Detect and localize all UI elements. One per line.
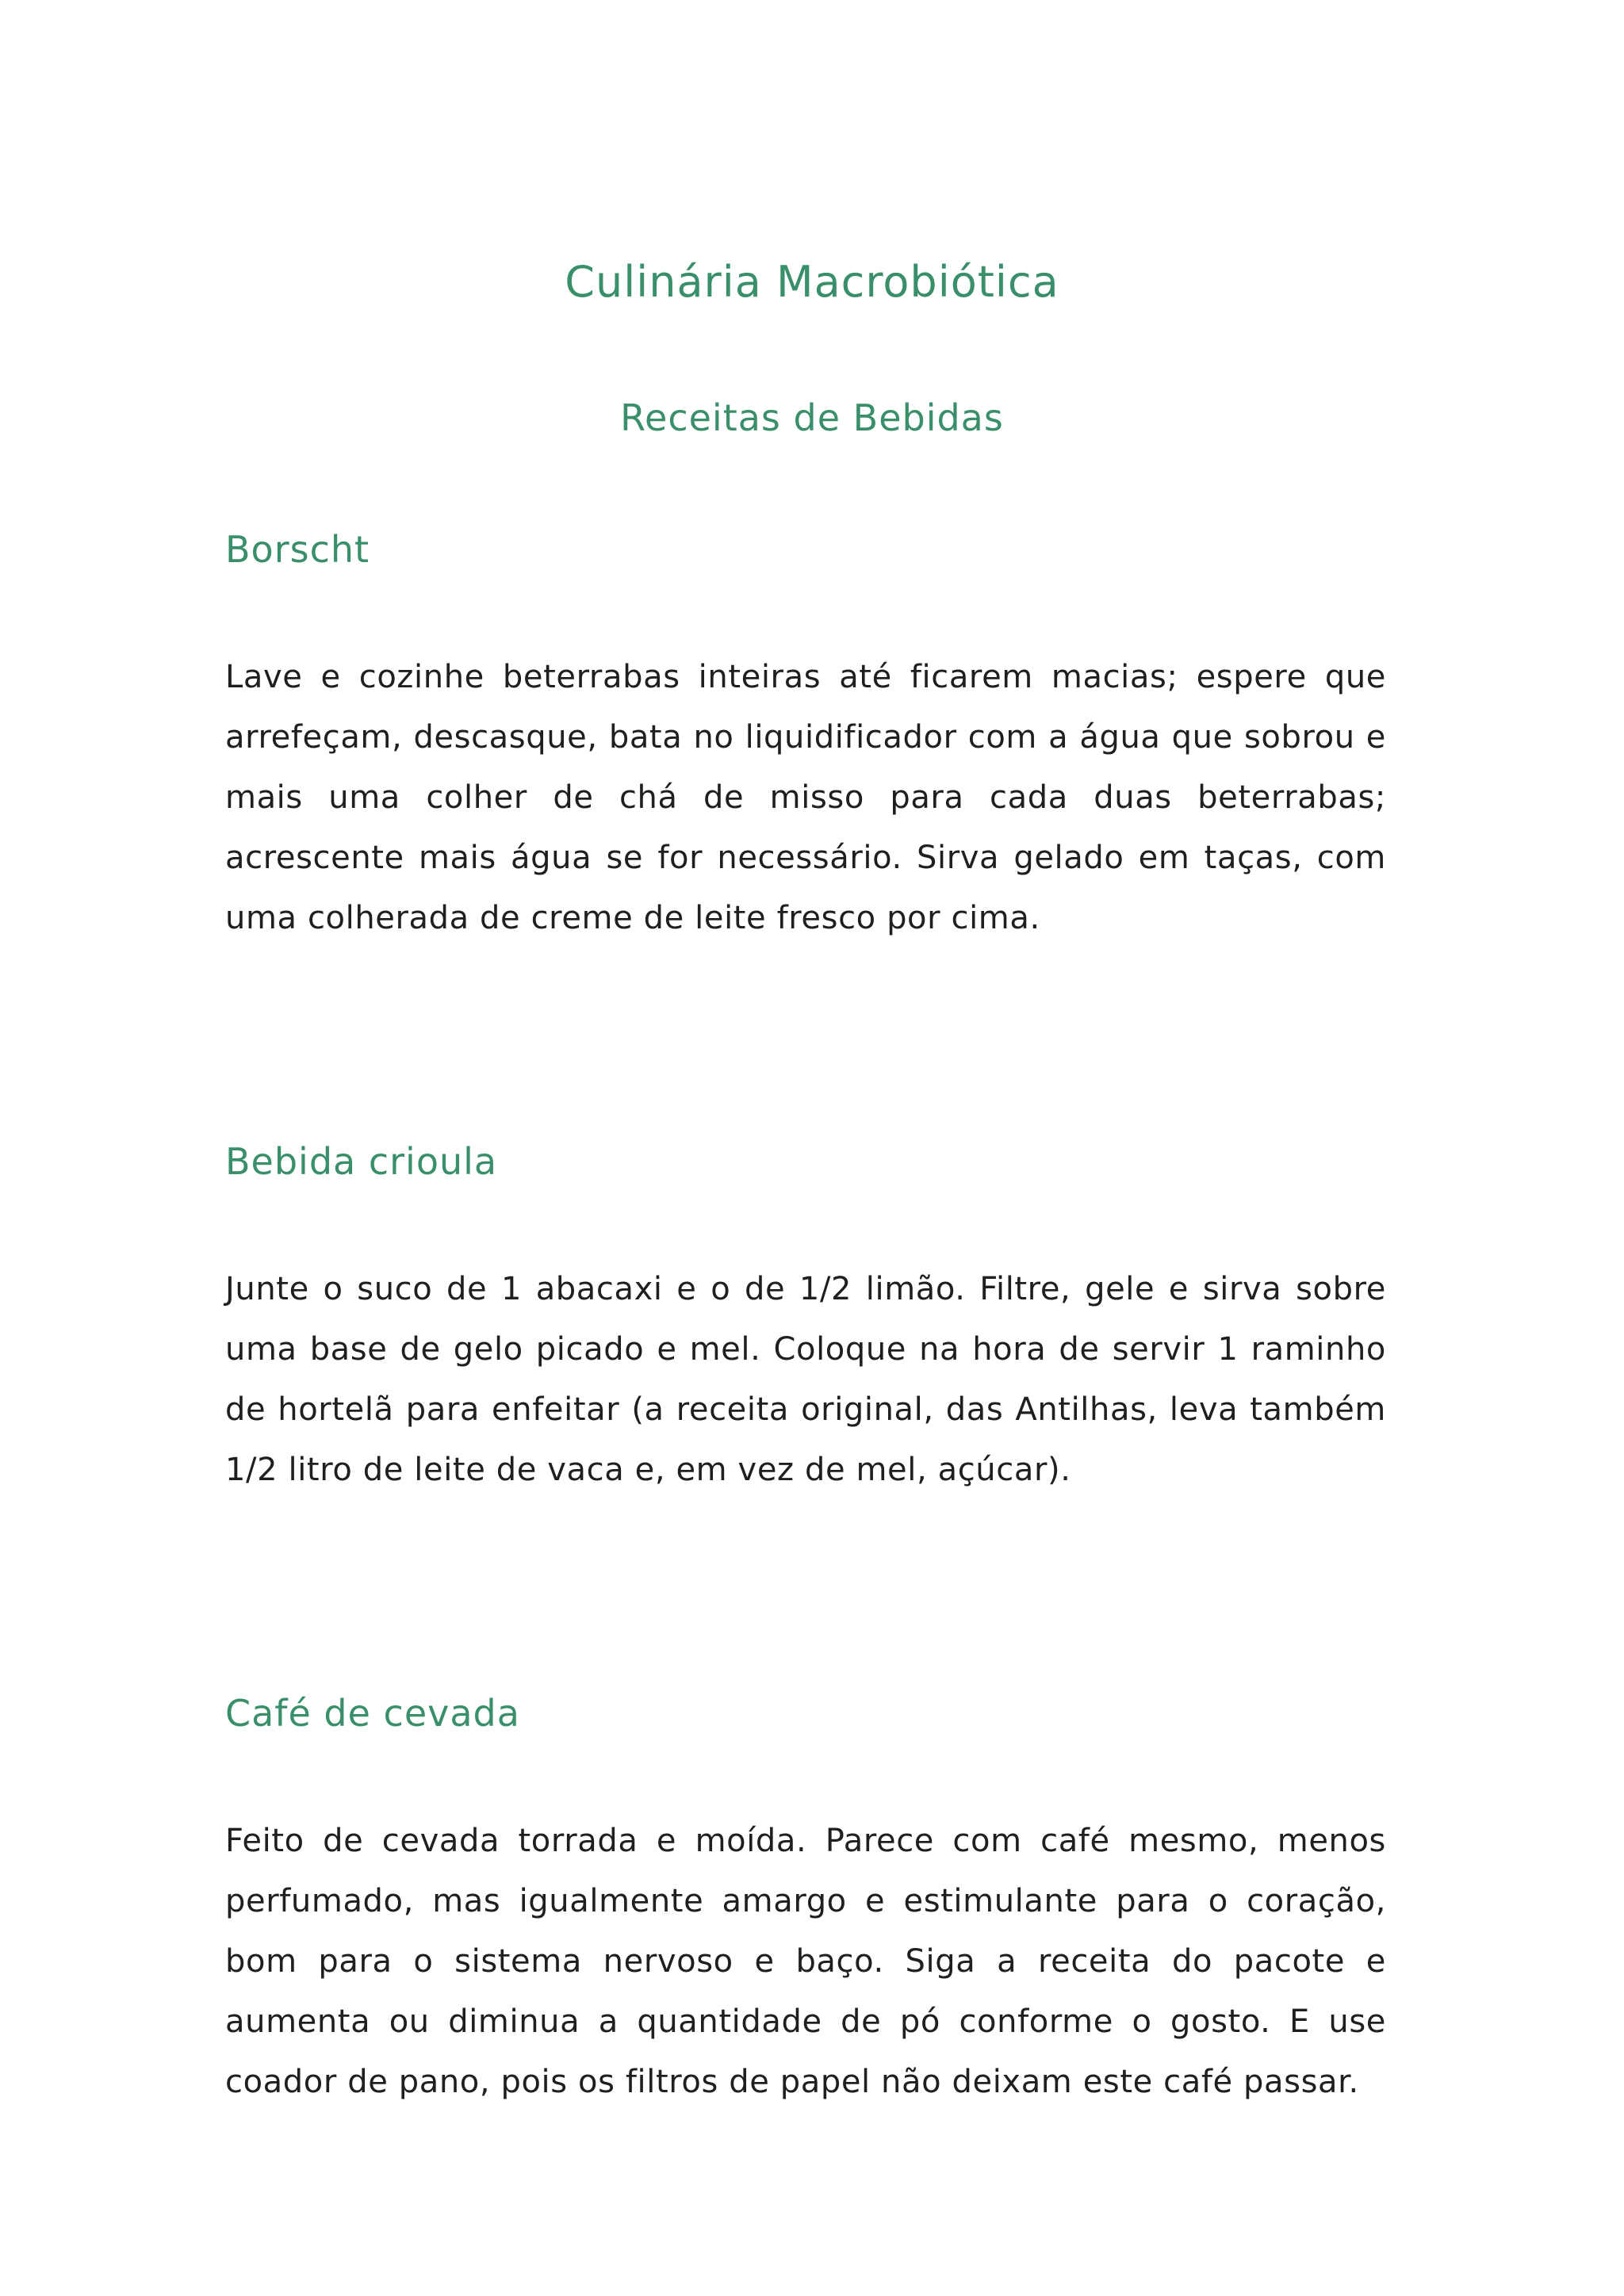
recipe-body: Feito de cevada torrada e moída. Parece com café mesmo, menos perfumado, mas igualmente amargo e estimulante para o coração, bom para o sistema nervoso e baço. Siga a receita do pacote e aumenta ou diminua a quantidade de pó conforme o gosto. E use coador de pano, pois os filtros de papel não deixam este café passar.: [225, 1823, 1386, 2100]
recipe-body: Lave e cozinhe beterrabas inteiras até ficarem macias; espere que arrefeçam, descasque, bata no liquidificador com a água que sobrou e mais uma colher de chá de misso para cada duas beterrabas; acrescente mais água se for necessário. Sirva gelado em taças, com uma colherada de creme de leite fresco por cima.: [225, 659, 1386, 936]
document-title: Culinária Macrobiótica: [565, 257, 1059, 307]
recipe-section-cafe-de-cevada: [225, 1686, 1386, 2112]
recipe-body: Junte o suco de 1 abacaxi e o de 1/2 limão. Filtre, gele e sirva sobre uma base de gelo picado e mel. Coloque na hora de servir 1 raminho de hortelã para enfeitar (a receita original, das Antilhas, leva também 1/2 litro de leite de vaca e, em vez de mel, açúcar).: [225, 1271, 1386, 1488]
recipe-heading: Café de cevada: [225, 1692, 520, 1735]
document-subtitle: Receitas de Bebidas: [620, 396, 1004, 439]
recipe-heading: Bebida crioula: [225, 1140, 498, 1183]
recipe-heading: Borscht: [225, 528, 370, 571]
recipe-section-borscht: [225, 522, 1386, 948]
recipe-section-bebida-crioula: [225, 1134, 1386, 1500]
